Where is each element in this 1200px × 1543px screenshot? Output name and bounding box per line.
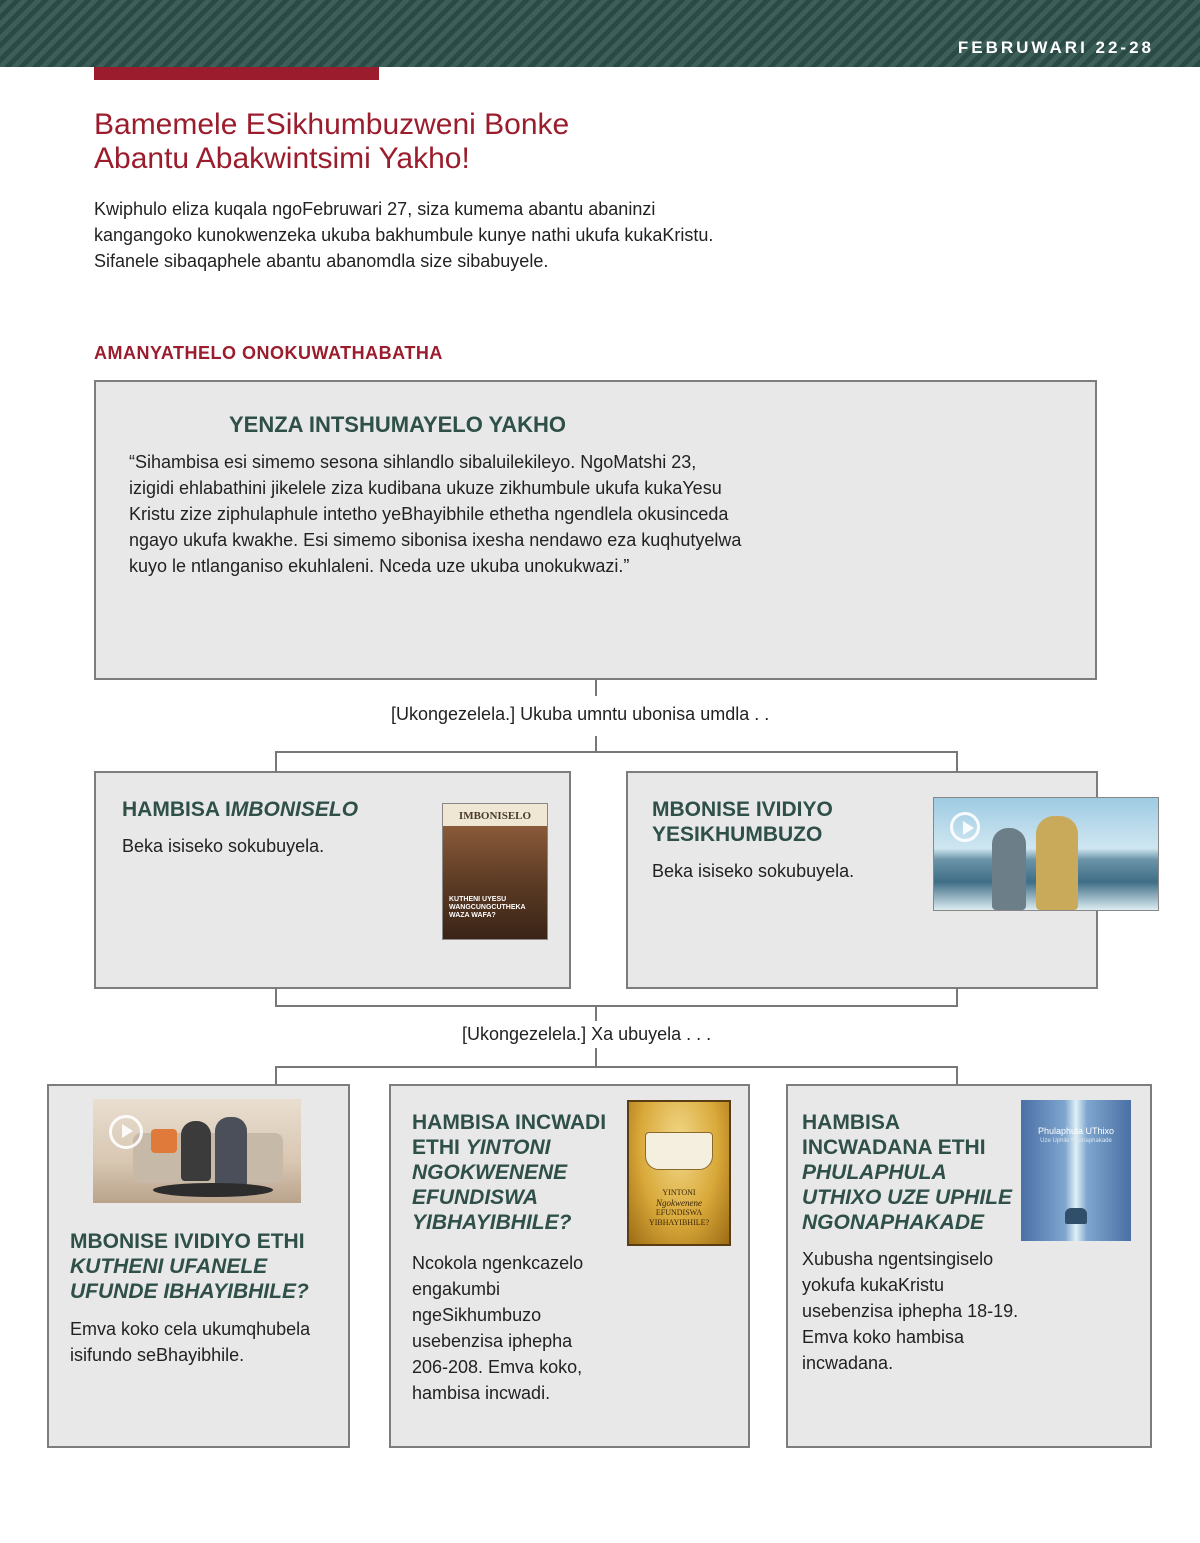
cover-line: KUTHENI UYESU	[449, 896, 507, 903]
heading-part: HAMBISA	[802, 1111, 900, 1134]
pillow-shape	[151, 1129, 177, 1153]
offer-watchtower-box	[94, 771, 571, 989]
connector-line	[595, 1005, 597, 1021]
book-title-line: EFUNDISWA	[655, 1208, 703, 1217]
connector-line	[275, 751, 277, 773]
heading-part: YESIKHUMBUZO	[652, 823, 823, 846]
heading-part-italic: NGOKWENENE	[412, 1161, 568, 1184]
presentation-box	[94, 380, 1097, 680]
person-silhouette	[992, 828, 1026, 910]
bible-study-video-text: Emva koko cela ukumqhubela isifundo seBhayibhile.	[70, 1319, 311, 1365]
offer-watchtower-text: Beka isiseko sokubuyela.	[122, 836, 325, 856]
listen-to-god-brochure-cover	[1021, 1100, 1131, 1241]
connector-text-2: [Ukongezelela.] Xa ubuyela . . .	[462, 1024, 712, 1044]
heading-part-italic: UFUNDE IBHAYIBHILE?	[70, 1280, 309, 1303]
play-icon[interactable]	[950, 812, 980, 842]
book-title-line: YIBHAYIBHILE?	[648, 1218, 710, 1227]
heading-part-italic: KUTHENI UFANELE	[70, 1255, 268, 1278]
presentation-quote: “Sihambisa esi simemo sesona sihlandlo sibaluilekileyo. NgoMatshi 23, izigidi ehlabathini jikelele ziza kudibana ukuze zikhumbule ukufa kukaYesu Kristu zize ziphulaphule intetho yeBhayibhile ethetha ngendlela okusinceda ngayo ukufa kwakhe. Esi simemo sibonisa ixesha nendawo eza kuqhutyelwa kuyo le ntlanganiso ekuhlaleni. Nceda uze ukuba unokukwazi.”	[129, 452, 742, 576]
connector-line	[956, 751, 958, 773]
connector-line	[275, 1066, 277, 1086]
date-range: FEBRUWARI 22-28	[957, 38, 1154, 57]
presentation-heading: YENZA INTSHUMAYELO YAKHO	[229, 412, 566, 437]
heading-part-italic: EFUNDISWA	[412, 1186, 538, 1209]
accent-bar	[94, 67, 379, 80]
person-silhouette	[1036, 816, 1078, 910]
magazine-masthead: IMBONISELO	[458, 810, 532, 822]
title-line-1: Bamemele ESikhumbuzweni Bonke	[94, 108, 570, 141]
watchtower-magazine-cover	[442, 803, 548, 940]
book-title	[629, 1188, 729, 1228]
brochure-title: Phulaphula UThixo	[1037, 1126, 1115, 1136]
header-bar	[0, 0, 1200, 67]
page-title	[94, 108, 734, 176]
connector-line	[275, 987, 277, 1007]
family-silhouette	[1065, 1208, 1087, 1224]
heading-part-italic: NGONAPHAKADE	[802, 1211, 985, 1234]
connector-line	[595, 680, 597, 696]
connector-line	[956, 987, 958, 1007]
heading-part-italic: YINTONI	[465, 1136, 551, 1159]
play-icon[interactable]	[109, 1115, 143, 1149]
show-memorial-video-text: Beka isiseko sokubuyela.	[652, 861, 855, 881]
title-line-2: Abantu Abakwintsimi Yakho!	[94, 142, 470, 175]
offer-watchtower-heading	[122, 797, 358, 822]
offer-listen-to-god-box	[786, 1084, 1152, 1448]
connector-line	[595, 1048, 597, 1068]
heading-part: MBONISE IVIDIYO	[652, 798, 833, 821]
connector-line	[595, 736, 597, 752]
heading-part: MBONISE IVIDIYO ETHI	[70, 1230, 305, 1253]
magazine-cover-text	[449, 896, 526, 920]
heading-part-italic: YIBHAYIBHILE?	[412, 1211, 572, 1234]
person-silhouette	[215, 1117, 247, 1187]
bible-teach-book-cover	[627, 1100, 731, 1246]
connector-line	[275, 1066, 958, 1068]
offer-bible-teach-book-box	[389, 1084, 750, 1448]
offer-listen-to-god-text: Xubusha ngentsingiselo yokufa kukaKristu usebenzisa iphepha 18-19. Emva koko hambisa incwadana.	[802, 1249, 1019, 1373]
bible-study-video-thumbnail[interactable]	[93, 1099, 301, 1203]
cover-line: WANGCUNGCUTHEKA	[449, 904, 526, 911]
heading-part: HAMBISA INCWADI	[412, 1111, 607, 1134]
open-bible-icon	[645, 1132, 713, 1170]
intro-paragraph: Kwiphulo eliza kuqala ngoFebruwari 27, siza kumema abantu abaninzi kangangoko kunokwenzeka ukuba bakhumbule kunye nathi ukufa kukaKristu. Sifanele sibaqaphele abantu abanomdla size sibabuyele.	[94, 199, 714, 271]
heading-part-italic: MBONISELO	[230, 798, 359, 821]
bible-study-video-heading	[70, 1229, 309, 1304]
heading-part: INCWADANA ETHI	[802, 1136, 986, 1159]
offer-bible-teach-heading	[412, 1110, 606, 1235]
cover-line: WAZA WAFA?	[449, 912, 496, 919]
heading-part-italic: PHULAPHULA	[802, 1161, 947, 1184]
person-silhouette	[181, 1121, 211, 1181]
connector-line	[956, 1066, 958, 1086]
show-memorial-video-heading	[652, 797, 833, 847]
offer-bible-teach-text: Ncokola ngenkcazelo engakumbi ngeSikhumbuzo usebenzisa iphepha 206-208. Emva koko, hambisa incwadi.	[412, 1253, 584, 1403]
brochure-subtitle: Uze Uphile Ngonaphakade	[1040, 1138, 1112, 1144]
heading-part: HAMBISA I	[122, 798, 231, 821]
rug-shape	[153, 1183, 273, 1197]
heading-part-italic: UTHIXO UZE UPHILE	[802, 1186, 1013, 1209]
section-label: AMANYATHELO ONOKUWATHABATHA	[94, 343, 443, 363]
connector-text-1: [Ukongezelela.] Ukuba umntu ubonisa umdla . .	[391, 704, 770, 724]
heading-part: ETHI	[412, 1136, 460, 1159]
memorial-video-thumbnail[interactable]	[933, 797, 1159, 911]
offer-listen-to-god-heading	[802, 1110, 1012, 1235]
connector-line	[275, 751, 958, 753]
book-title-line: Ngokwenene	[656, 1198, 702, 1208]
book-title-line: YINTONI	[662, 1188, 696, 1197]
connector-line	[275, 1005, 958, 1007]
